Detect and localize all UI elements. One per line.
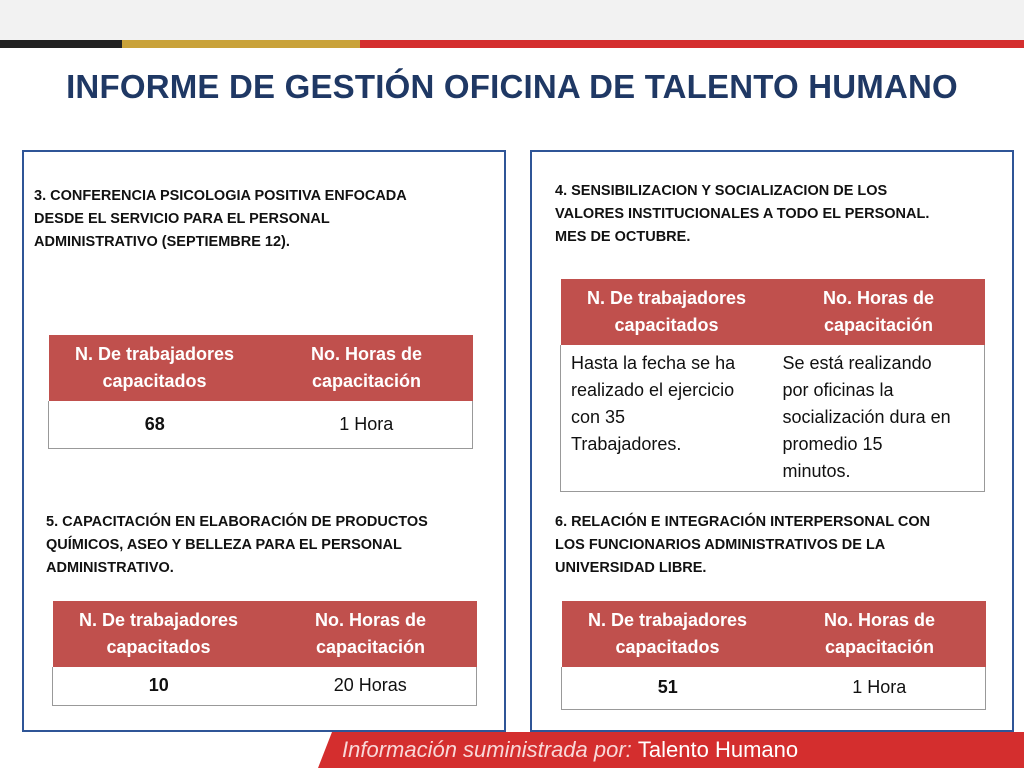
table-header-row [562, 601, 986, 667]
footer-source: Talento Humano [637, 737, 799, 762]
workers-value: Hasta la fecha se ha realizado el ejercicio con 35 Trabajadores. [561, 345, 773, 491]
section-6-heading: 6. RELACIÓN E INTEGRACIÓN INTERPERSONAL CON LOS FUNCIONARIOS ADMINISTRATIVOS DE LA UNIVERSIDAD LIBRE. [555, 514, 931, 576]
table-header-row [49, 335, 473, 401]
hours-value: 1 Hora [774, 667, 986, 709]
hours-header: No. Horas de capacitación [265, 601, 477, 667]
workers-value: 51 [562, 667, 774, 709]
section-4-heading: 4. SENSIBILIZACION Y SOCIALIZACION DE LOS VALORES INSTITUCIONALES A TODO EL PERSONAL. MES DE OCTUBRE. [555, 183, 930, 245]
hours-header: No. Horas de capacitación [261, 335, 473, 401]
table-row [562, 667, 986, 709]
table-row [53, 667, 477, 705]
slide-title: INFORME DE GESTIÓN OFICINA DE TALENTO HUMANO [66, 68, 958, 105]
stripe-red [360, 40, 1024, 48]
table-row [49, 401, 473, 448]
workers-header: N. De trabajadores capacitados [561, 279, 773, 345]
footer-label: Información suministrada por: [342, 737, 632, 762]
section-5-heading: 5. CAPACITACIÓN EN ELABORACIÓN DE PRODUCTOS QUÍMICOS, ASEO Y BELLEZA PARA EL PERSONAL ADMINISTRATIVO. [46, 514, 428, 576]
top-band [0, 0, 1024, 40]
section-3-table [48, 335, 473, 449]
table-row [561, 345, 985, 491]
table-header-row [53, 601, 477, 667]
section-6-table [561, 601, 986, 710]
stripe-gold [122, 40, 360, 48]
stripe-black [0, 40, 122, 48]
section-3-heading: 3. CONFERENCIA PSICOLOGIA POSITIVA ENFOCADA DESDE EL SERVICIO PARA EL PERSONAL ADMINISTRATIVO (SEPTIEMBRE 12). [34, 188, 407, 250]
workers-value: 10 [53, 667, 265, 705]
hours-value: Se está realizando por oficinas la socialización dura en promedio 15 minutos. [773, 345, 985, 491]
workers-header: N. De trabajadores capacitados [53, 601, 265, 667]
footer-credit [342, 737, 798, 763]
section-5-table [52, 601, 477, 706]
hours-header: No. Horas de capacitación [773, 279, 985, 345]
workers-value: 68 [49, 401, 261, 448]
hours-header: No. Horas de capacitación [774, 601, 986, 667]
workers-header: N. De trabajadores capacitados [49, 335, 261, 401]
workers-header: N. De trabajadores capacitados [562, 601, 774, 667]
hours-value: 20 Horas [265, 667, 477, 705]
section-4-table [560, 279, 985, 492]
table-header-row [561, 279, 985, 345]
hours-value: 1 Hora [261, 401, 473, 448]
